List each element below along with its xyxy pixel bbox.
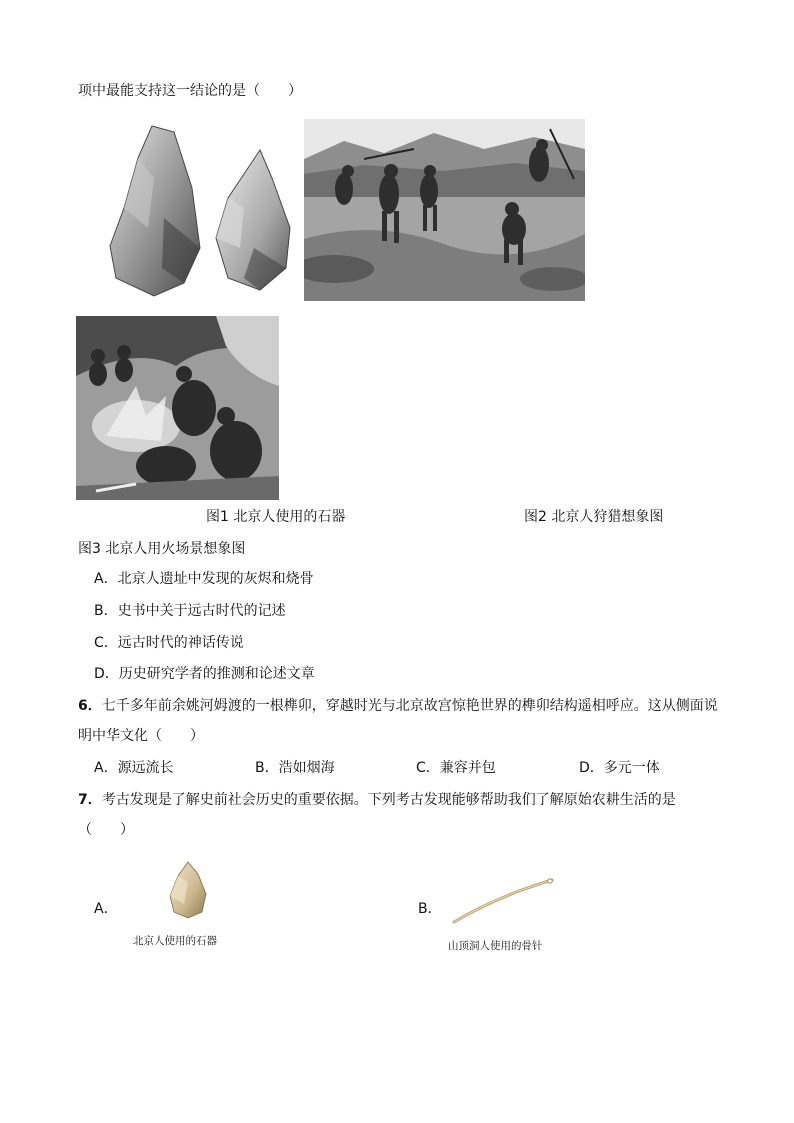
q6-option-a: A．源远流长 xyxy=(94,760,174,776)
q5-option-a: A．北京人遗址中发现的灰烬和烧骨 xyxy=(94,571,314,587)
q6-stem-line2: 明中华文化（ ） xyxy=(78,728,204,744)
q7-option-b-label: B． xyxy=(418,901,442,917)
q7-option-a-stone-tool-image xyxy=(166,860,210,920)
q6-option-d: D．多元一体 xyxy=(579,760,660,776)
q7-option-a-caption: 北京人使用的石器 xyxy=(133,935,217,947)
fig3-caption: 图3 北京人用火场景想象图 xyxy=(78,541,246,557)
q7-option-b-caption: 山顶洞人使用的骨针 xyxy=(448,940,543,952)
fig1-caption: 图1 北京人使用的石器 xyxy=(206,509,346,525)
q5-option-c: C．远古时代的神话传说 xyxy=(94,635,244,651)
q6-stem-text: 七千多年前余姚河姆渡的一根榫卯，穿越时光与北京故宫惊艳世界的榫卯结构遥相呼应。这从侧面说 xyxy=(101,698,718,714)
q5-option-b: B．史书中关于远古时代的记述 xyxy=(94,603,286,619)
q7-stem-line1 xyxy=(78,791,676,809)
q6-option-b: B．浩如烟海 xyxy=(255,760,335,776)
q6-option-c: C．兼容并包 xyxy=(416,760,496,776)
fig2-hunting-scene-image xyxy=(304,119,585,301)
q5-option-d: D．历史研究学者的推测和论述文章 xyxy=(94,666,315,682)
q7-number: 7． xyxy=(78,792,102,808)
q7-option-b-bone-needle-image xyxy=(448,874,560,926)
fig2-caption: 图2 北京人狩猎想象图 xyxy=(524,509,664,525)
q7-stem-text: 考古发现是了解史前社会历史的重要依据。下列考古发现能够帮助我们了解原始农耕生活的是 xyxy=(101,792,676,808)
q6-number: 6． xyxy=(78,698,102,714)
fig3-fire-scene-image xyxy=(76,316,279,500)
q5-stem-tail: 项中最能支持这一结论的是（ ） xyxy=(78,83,302,99)
q6-stem-line1 xyxy=(78,697,718,715)
fig1-stone-tools-image xyxy=(104,118,300,304)
q7-stem-line2: （ ） xyxy=(78,822,134,838)
q7-option-a-label: A． xyxy=(94,901,118,917)
